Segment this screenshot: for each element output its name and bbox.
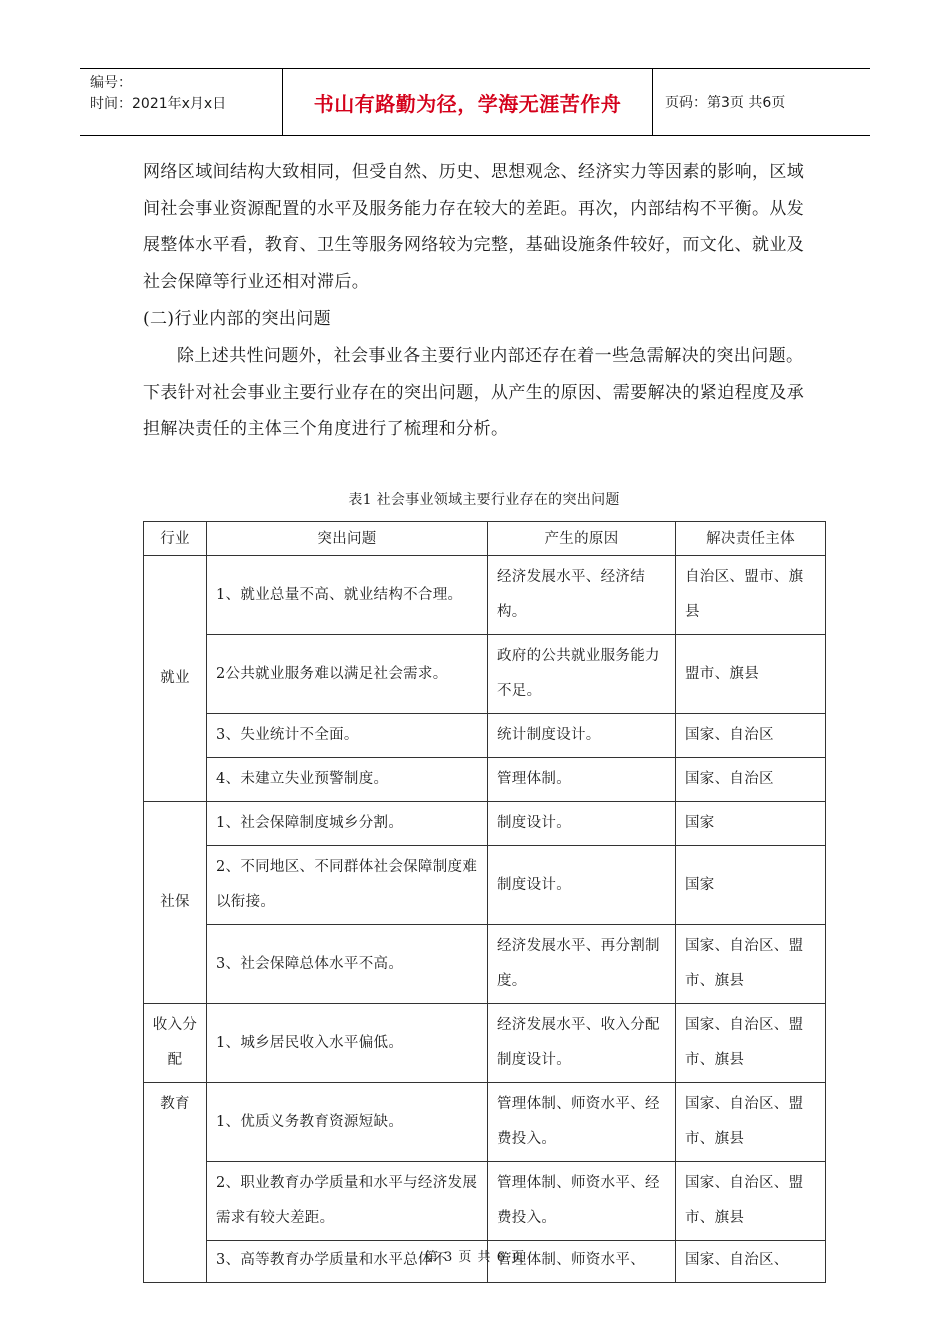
section-heading-2: (二)行业内部的突出问题	[143, 309, 332, 329]
problem-cell: 3、高等教育办学质量和水平总体不	[207, 1241, 488, 1283]
cause-cell: 制度设计。	[488, 802, 676, 846]
cause-cell: 管理体制、师资水平、经费投入。	[488, 1162, 676, 1241]
cause-cell: 管理体制、师资水平、	[488, 1241, 676, 1283]
subject-cell: 国家、自治区、盟市、旗县	[676, 1083, 826, 1162]
problem-cell: 4、未建立失业预警制度。	[207, 758, 488, 802]
col-header-cause: 产生的原因	[488, 522, 676, 556]
table-row	[144, 758, 826, 802]
table-row	[144, 925, 826, 1004]
industry-cell-education: 教育	[144, 1083, 207, 1283]
cause-cell: 管理体制。	[488, 758, 676, 802]
problem-cell: 2、职业教育办学质量和水平与经济发展需求有较大差距。	[207, 1162, 488, 1241]
problems-table	[143, 521, 826, 1283]
col-header-problem: 突出问题	[207, 522, 488, 556]
cause-cell: 政府的公共就业服务能力不足。	[488, 635, 676, 714]
problem-cell: 3、社会保障总体水平不高。	[207, 925, 488, 1004]
problem-cell: 2公共就业服务难以满足社会需求。	[207, 635, 488, 714]
subject-cell: 国家	[676, 802, 826, 846]
header-motto: 书山有路勤为径，学海无涯苦作舟	[283, 69, 653, 135]
subject-cell: 国家、自治区、	[676, 1241, 826, 1283]
table-row	[144, 714, 826, 758]
problem-cell: 1、就业总量不高、就业结构不合理。	[207, 556, 488, 635]
subject-cell: 国家、自治区、盟市、旗县	[676, 1004, 826, 1083]
subject-cell: 自治区、盟市、旗县	[676, 556, 826, 635]
problem-cell: 1、城乡居民收入水平偏低。	[207, 1004, 488, 1083]
table-row	[144, 1004, 826, 1083]
cause-cell: 经济发展水平、再分割制度。	[488, 925, 676, 1004]
table-row	[144, 1162, 826, 1241]
body-paragraph-1: 网络区域间结构大致相同，但受自然、历史、思想观念、经济实力等因素的影响，区域间社会事业资源配置的水平及服务能力存在较大的差距。再次，内部结构不平衡。从发展整体水平看，教育、卫生等服务网络较为完整，基础设施条件较好，而文化、就业及社会保障等行业还相对滞后。	[143, 162, 805, 292]
cause-cell: 制度设计。	[488, 846, 676, 925]
document-date-label: 时间：2021年x月x日	[90, 96, 227, 112]
table-row	[144, 556, 826, 635]
cause-cell: 管理体制、师资水平、经费投入。	[488, 1083, 676, 1162]
industry-cell-employment: 就业	[144, 556, 207, 802]
cause-cell: 经济发展水平、收入分配制度设计。	[488, 1004, 676, 1083]
problem-cell: 2、不同地区、不同群体社会保障制度难以衔接。	[207, 846, 488, 925]
subject-cell: 国家、自治区、盟市、旗县	[676, 925, 826, 1004]
subject-cell: 盟市、旗县	[676, 635, 826, 714]
table-row	[144, 635, 826, 714]
body-paragraph-2: 除上述共性问题外，社会事业各主要行业内部还存在着一些急需解决的突出问题。下表针对社会事业主要行业存在的突出问题，从产生的原因、需要解决的紧迫程度及承担解决责任的主体三个角度进行了梳理和分析。	[143, 346, 805, 439]
cause-cell: 经济发展水平、经济结构。	[488, 556, 676, 635]
subject-cell: 国家、自治区	[676, 758, 826, 802]
header-meta	[80, 69, 283, 135]
industry-cell-social-security: 社保	[144, 802, 207, 1004]
subject-cell: 国家、自治区	[676, 714, 826, 758]
cause-cell: 统计制度设计。	[488, 714, 676, 758]
subject-cell: 国家	[676, 846, 826, 925]
col-header-industry: 行业	[144, 522, 207, 556]
table-row	[144, 1083, 826, 1162]
problem-cell: 1、社会保障制度城乡分割。	[207, 802, 488, 846]
problem-cell: 3、失业统计不全面。	[207, 714, 488, 758]
header-page-label: 页码：第3页 共6页	[665, 95, 786, 111]
industry-cell-income: 收入分配	[144, 1004, 207, 1083]
table-row	[144, 846, 826, 925]
document-number-label: 编号：	[90, 75, 132, 91]
col-header-subject: 解决责任主体	[676, 522, 826, 556]
page-footer: 第 3 页 共 6 页	[424, 1250, 526, 1265]
table-caption: 表1 社会事业领域主要行业存在的突出问题	[348, 492, 620, 508]
table-header-row	[144, 522, 826, 556]
problem-cell: 1、优质义务教育资源短缺。	[207, 1083, 488, 1162]
subject-cell: 国家、自治区、盟市、旗县	[676, 1162, 826, 1241]
table-row	[144, 802, 826, 846]
page-header	[80, 68, 870, 136]
